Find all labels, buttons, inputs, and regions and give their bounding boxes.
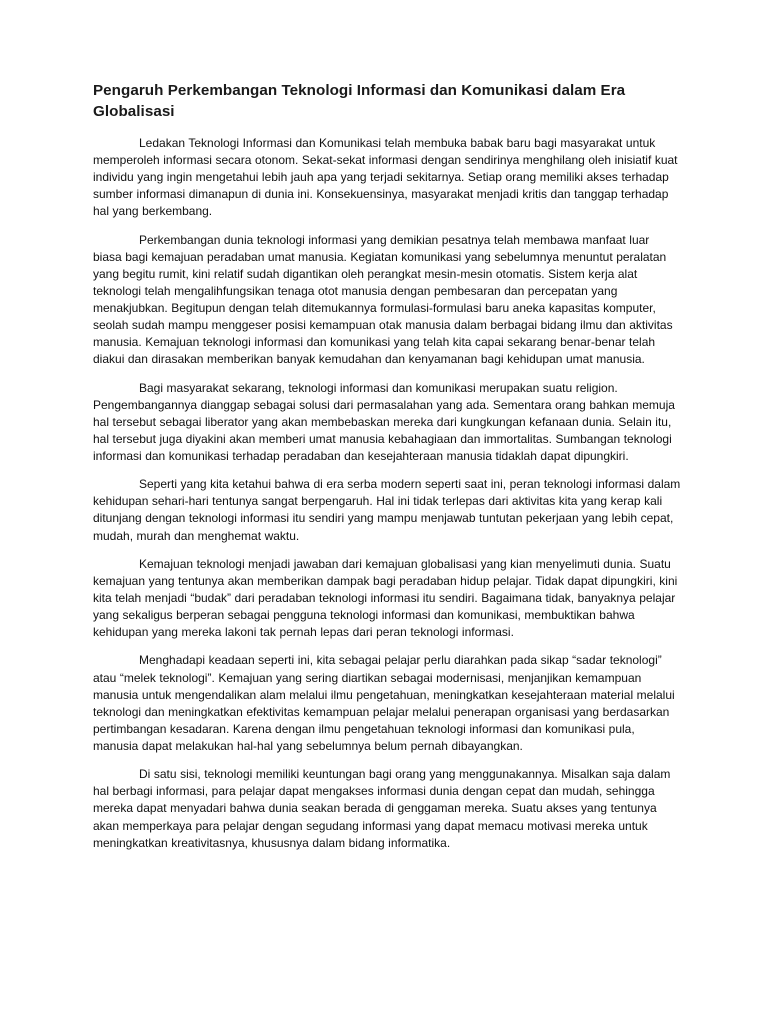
document-page xyxy=(93,80,681,863)
paragraph-7: Di satu sisi, teknologi memiliki keuntungan bagi orang yang menggunakannya. Misalkan saja dalam hal berbagi informasi, para pelajar dapat mengakses informasi dunia dengan cepat dan mudah, sehingga mereka dapat menyadari bahwa dunia seakan berada di genggaman mereka. Suatu akses yang tentunya akan memperkaya para pelajar dengan segudang informasi yang dapat memacu motivasi mereka untuk meningkatkan kreativitasnya, khususnya dalam bidang informatika. xyxy=(93,767,671,850)
paragraph-5: Kemajuan teknologi menjadi jawaban dari kemajuan globalisasi yang kian menyelimuti dunia. Suatu kemajuan yang tentunya akan memberikan dampak bagi peradaban hidup pelajar. Tidak dapat dipungkiri, kini kita telah menjadi “budak” dari peradaban teknologi informasi itu sendiri. Bagaimana tidak, banyaknya pelajar yang sekaligus berperan sebagai pengguna teknologi informasi dan komunikasi, membuktikan bahwa kehidupan yang mereka lakoni tak pernah lepas dari peran teknologi informasi. xyxy=(93,556,678,640)
paragraph-1: Ledakan Teknologi Informasi dan Komunikasi telah membuka babak baru bagi masyarakat untuk memperoleh informasi secara otonom. Sekat-sekat informasi dengan sendirinya menghilang oleh inisiatif kuat individu yang ingin mengetahui lebih jauh apa yang terjadi sekitarnya. Setiap orang memiliki akses terhadap sumber informasi dimanapun di dunia ini. Konsekuensinya, masyarakat menjadi kritis dan tanggap terhadap hal yang berkembang. xyxy=(93,136,678,219)
paragraph-2: Perkembangan dunia teknologi informasi yang demikian pesatnya telah membawa manfaat luar biasa bagi kemajuan peradaban umat manusia. Kegiatan komunikasi yang sebelumnya menuntut peralatan yang begitu rumit, kini relatif sudah digantikan oleh perangkat mesin-mesin otomatis. Sistem kerja alat teknologi telah mengalihfungsikan tenaga otot manusia dengan pembesaran dan percepatan yang menakjubkan. Begitupun dengan telah ditemukannya formulasi-formulasi baru aneka kapasitas komputer, seolah sudah mampu menggeser posisi kemampuan otak manusia dalam berbagai bidang ilmu dan aktivitas manusia. Kemajuan teknologi informasi dan komunikasi yang telah kita capai sekarang benar-benar telah diakui dan dirasakan memberikan banyak kemudahan dan kenyamanan bagi kehidupan umat manusia. xyxy=(93,232,673,367)
paragraph-3: Bagi masyarakat sekarang, teknologi informasi dan komunikasi merupakan suatu religion. Pengembangannya dianggap sebagai solusi dari permasalahan yang ada. Sementara orang bahkan memuja hal tersebut sebagai liberator yang akan membebaskan mereka dari kungkungan kefanaan dunia. Selain itu, hal tersebut juga diyakini akan memberi umat manusia kebahagiaan dan immortalitas. Sumbangan teknologi informasi dan komunikasi terhadap peradaban dan kesejahteraan manusia tidaklah dapat dipungkiri. xyxy=(93,380,675,463)
paragraph-4: Seperti yang kita ketahui bahwa di era serba modern seperti saat ini, peran teknologi informasi dalam kehidupan sehari-hari tentunya sangat berpengaruh. Hal ini tidak terlepas dari aktivitas kita yang kerap kali ditunjang dengan teknologi informasi itu sendiri yang mampu menjawab tuntutan pekerjaan yang lebih cepat, mudah, murah dan menghemat waktu. xyxy=(93,477,681,543)
document-title: Pengaruh Perkembangan Teknologi Informasi dan Komunikasi dalam Era Globalisasi xyxy=(93,82,626,120)
paragraph-6: Menghadapi keadaan seperti ini, kita sebagai pelajar perlu diarahkan pada sikap “sadar teknologi” atau “melek teknologi”. Kemajuan yang sering diartikan sebagai modernisasi, menjanjikan kemampuan manusia untuk mengendalikan alam melalui ilmu pengetahuan, meningkatkan kesejahteraan material melalui teknologi dan meningkatkan efektivitas kemampuan pelajar melalui penerapan organisasi yang berdasarkan pertimbangan kesadaran. Karena dengan ilmu pengetahuan teknologi informasi dan komunikasi pula, manusia dapat melakukan hal-hal yang sebelumnya belum pernah dibayangkan. xyxy=(93,653,675,753)
